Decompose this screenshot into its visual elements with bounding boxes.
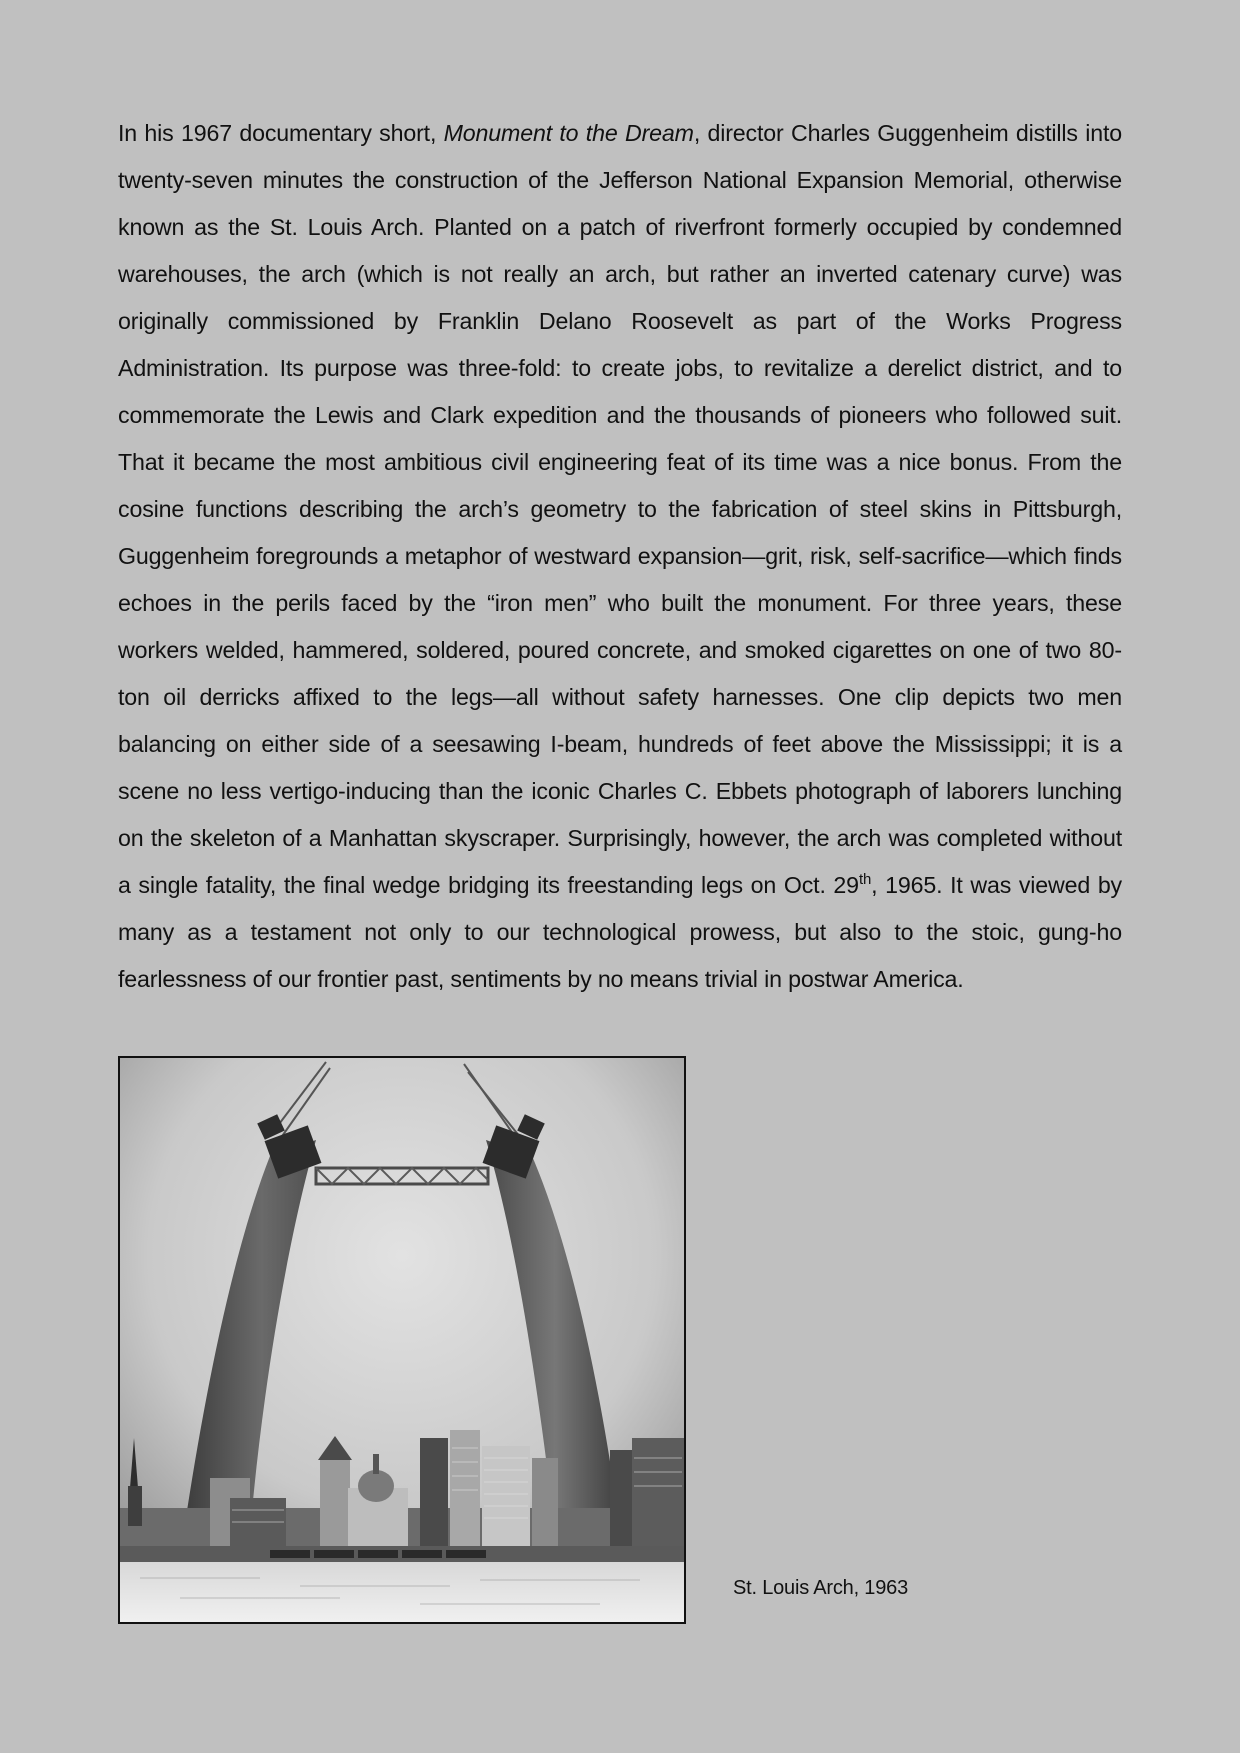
essay-paragraph <box>118 110 1122 1003</box>
ordinal-suffix: th <box>858 871 872 888</box>
arch-construction-photo <box>118 1056 686 1624</box>
essay-text-part-2: , director Charles Guggenheim distills into twenty-seven minutes the construction of the Jefferson National Expansion Memorial, otherwise known as the St. Louis Arch. Planted on a patch of riverfront formerly occupied by condemned warehouses, the arch (which is not really an arch, but rather an inverted catenary curve) was originally commissioned by Franklin Delano Roosevelt as part of the Works Progress Administration. Its purpose was three-fold: to create jobs, to revitalize a derelict district, and to commemorate the Lewis and Clark expedition and the thousands of pioneers who followed suit. That it became the most ambitious civil engineering feat of its time was a nice bonus. From the cosine functions describing the arch’s geometry to the fabrication of steel skins in Pittsburgh, Guggenheim foregrounds a metaphor of westward expansion—grit, risk, self-sacrifice—which finds echoes in the perils faced by the “iron men” who built the monument. For three years, these workers welded, hammered, soldered, poured concrete, and smoked cigarettes on one of two 80-ton oil derricks affixed to the legs—all without safety harnesses. One clip depicts two men balancing on either side of a seesawing I-beam, hundreds of feet above the Mississippi; it is a scene no less vertigo-inducing than the iconic Charles C. Ebbets photograph of laborers lunching on the skeleton of a Manhattan skyscraper. Surprisingly, however, the arch was completed without a single fatality, the final wedge bridging its freestanding legs on Oct. 29 <box>118 120 1122 898</box>
essay-text-part-1: In his 1967 documentary short, <box>118 120 444 146</box>
essay-text-part-3: , 1965. It was viewed by many as a testament not only to our technological prowess, but also to the stoic, gung-ho fearlessness of our frontier past, sentiments by no means trivial in postwar America. <box>118 872 1123 992</box>
photo-caption: St. Louis Arch, 1963 <box>733 1577 909 1599</box>
river <box>120 1562 684 1622</box>
arch-photo-illustration <box>120 1058 684 1622</box>
train <box>270 1550 486 1558</box>
film-title: Monument to the Dream <box>443 120 694 146</box>
